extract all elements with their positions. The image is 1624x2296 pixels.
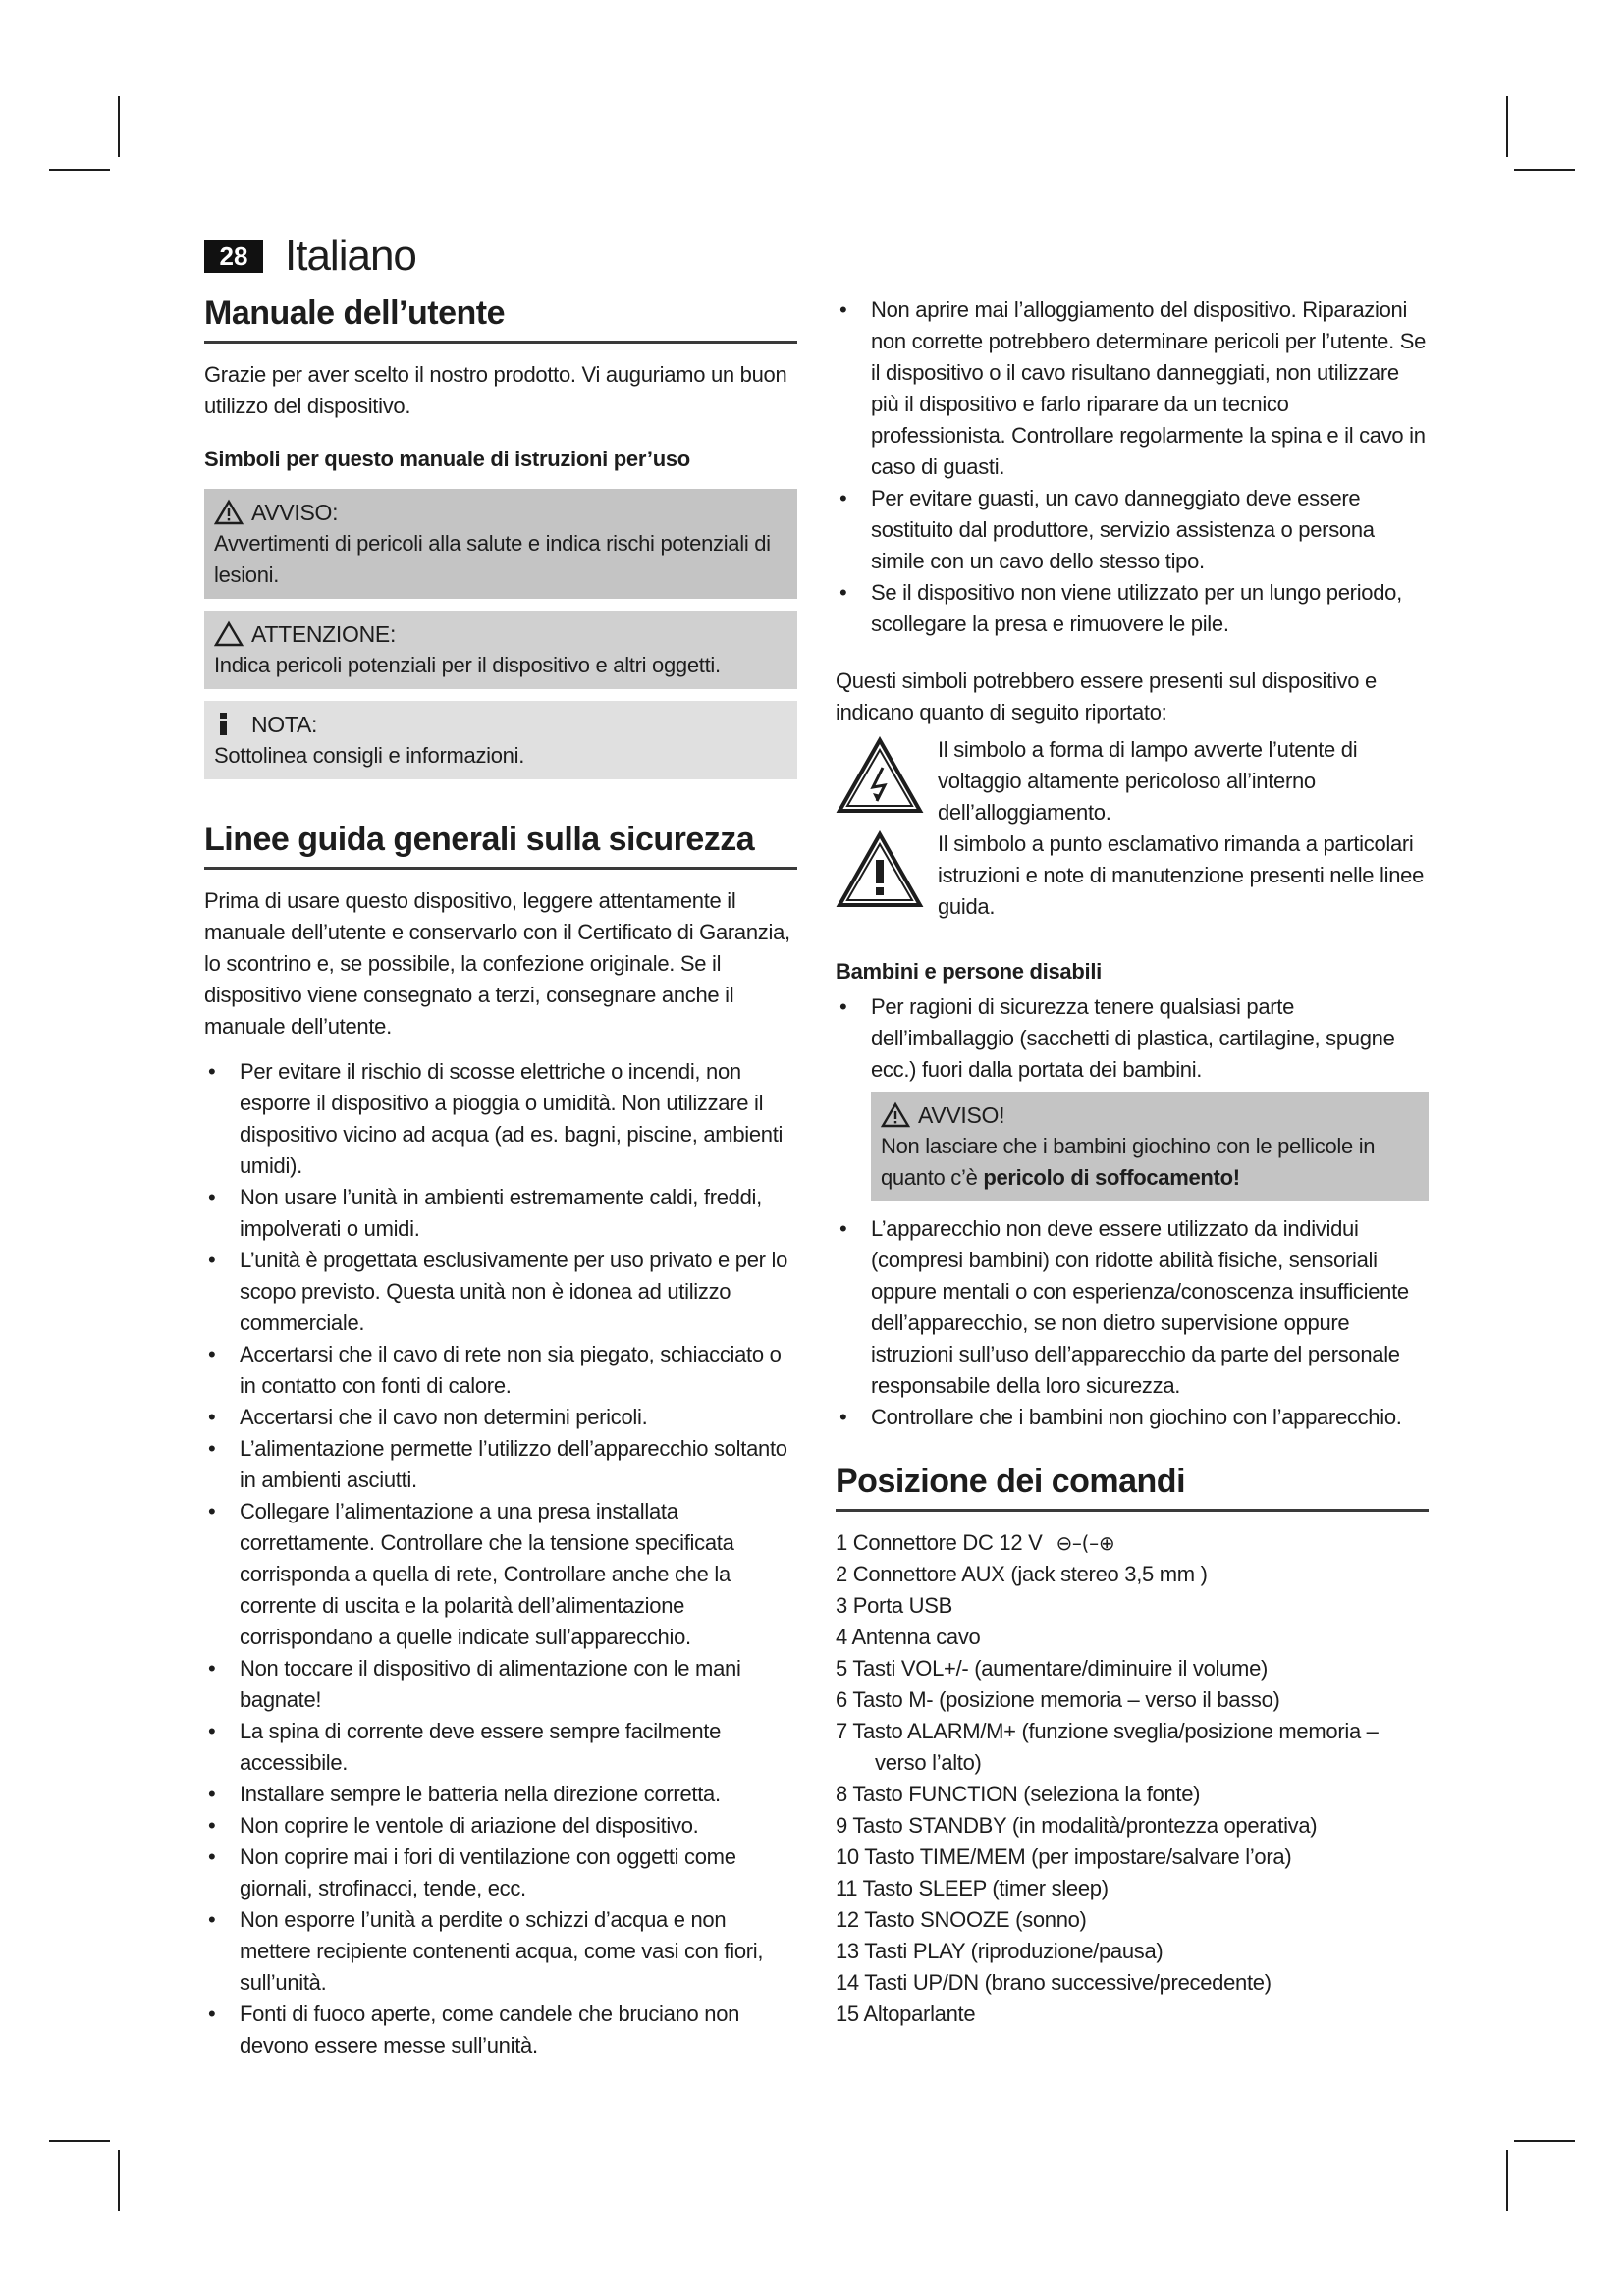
attention-body: Indica pericoli potenziali per il dispositivo e altri oggetti. xyxy=(214,653,721,677)
list-item: • Per ragioni di sicurezza tenere qualsiasi parte dell’imballaggio (sacchetti di plastica, cartilagine, spugne ecc.) fuori dalla portata dei bambini. xyxy=(836,991,1429,1086)
children-warning-body: Non lasciare che i bambini giochino con le pellicole in quanto c’è xyxy=(881,1134,1376,1190)
list-item: • Accertarsi che il cavo non determini pericoli. xyxy=(204,1402,797,1433)
lightning-warning-icon xyxy=(836,736,924,815)
list-item: 9 Tasto STANDBY (in modalità/prontezza operativa) xyxy=(836,1813,1318,1838)
warning-body: Avvertimenti di pericoli alla salute e indica rischi potenziali di lesioni. xyxy=(214,531,771,587)
list-item: 14 Tasti UP/DN (brano successive/precedente) xyxy=(836,1970,1272,1995)
lightning-symbol-text: Il simbolo a forma di lampo avverte l’utente di voltaggio altamente pericoloso all’interno dell’alloggiamento. xyxy=(938,737,1358,825)
note-title: NOTA: xyxy=(251,712,318,737)
crop-mark xyxy=(1514,2140,1575,2142)
page-header xyxy=(204,232,416,281)
list-item: 7 Tasto ALARM/M+ (funzione sveglia/posizione memoria – verso l’alto) xyxy=(836,1719,1379,1775)
note-box xyxy=(204,701,797,779)
page-number: 28 xyxy=(204,240,263,273)
list-item: • Non aprire mai l’alloggiamento del dispositivo. Riparazioni non corrette potrebbero determinare pericoli per l’utente. Se il dispositivo o il cavo risultano danneggiati, non utilizzare più il dispositivo e farlo riparare da un tecnico professionista. Controllare regolarmente la spina e il cavo in caso di guasti. xyxy=(836,294,1429,483)
children-heading: Bambini e persone disabili xyxy=(836,959,1102,984)
list-item: • Non toccare il dispositivo di alimentazione con le mani bagnate! xyxy=(204,1653,797,1716)
crop-mark xyxy=(118,2150,120,2211)
left-column xyxy=(204,294,797,2061)
exclamation-warning-icon xyxy=(836,830,924,909)
list-item: • Non coprire mai i fori di ventilazione con oggetti come giornali, strofinacci, tende, ecc. xyxy=(204,1842,797,1904)
manual-title: Manuale dell’utente xyxy=(204,294,797,344)
list-item: • Se il dispositivo non viene utilizzato per un lungo periodo, scollegare la presa e rimuovere le pile. xyxy=(836,577,1429,640)
list-item: • Per evitare il rischio di scosse elettriche o incendi, non esporre il dispositivo a pioggia o umidità. Non utilizzare il dispositivo vicino ad acqua (ad es. bagni, piscine, ambienti umidi). xyxy=(204,1056,797,1182)
attention-triangle-icon xyxy=(214,620,244,648)
list-item: • Collegare l’alimentazione a una presa installata correttamente. Controllare che la tensione specificata corrisponda a quella di rete, Controllare anche che la corrente di uscita e la polarità dell’alimentazione corrispondano a quelle indicate sull’apparecchio. xyxy=(204,1496,797,1653)
children-warning-box xyxy=(871,1092,1429,1201)
safety-intro: Prima di usare questo dispositivo, leggere attentamente il manuale dell’utente e conservarlo con il Certificato di Garanzia, lo scontrino e, se possibile, la confezione originale. Se il dispositivo viene consegnato a terzi, consegnare anche il manuale dell’utente. xyxy=(204,888,790,1039)
list-item: • Non coprire le ventole di ariazione del dispositivo. xyxy=(204,1810,797,1842)
list-item: • L’apparecchio non deve essere utilizzato da individui (compresi bambini) con ridotte abilità fisiche, sensoriali oppure mentali o con esperienza/conoscenza insufficiente dell’apparecchio, se non dietro supervisione oppure istruzioni sull’uso dell’apparecchio da parte del personale responsabile della loro sicurezza. xyxy=(836,1213,1429,1402)
crop-mark xyxy=(49,169,110,171)
list-item: • Non usare l’unità in ambienti estremamente caldi, freddi, impolverati o umidi. xyxy=(204,1182,797,1245)
crop-mark xyxy=(1514,169,1575,171)
crop-mark xyxy=(118,96,120,157)
list-item: • Non esporre l’unità a perdite o schizzi d’acqua e non mettere recipiente contenenti acqua, come vasi con fiori, sull’unità. xyxy=(204,1904,797,1999)
list-item: 12 Tasto SNOOZE (sonno) xyxy=(836,1907,1087,1932)
info-icon xyxy=(214,711,244,738)
attention-title: ATTENZIONE: xyxy=(251,621,397,647)
dc-polarity-icon: ⊖–(–⊕ xyxy=(1056,1531,1115,1555)
right-column xyxy=(836,294,1429,2030)
warning-triangle-icon xyxy=(881,1101,910,1129)
safety-title: Linee guida generali sulla sicurezza xyxy=(204,821,797,870)
exclamation-symbol-row xyxy=(836,828,1429,923)
list-item: • La spina di corrente deve essere sempre facilmente accessibile. xyxy=(204,1716,797,1779)
list-item: 8 Tasto FUNCTION (seleziona la fonte) xyxy=(836,1782,1201,1806)
controls-title: Posizione dei comandi xyxy=(836,1463,1429,1512)
list-item: 1 Connettore DC 12 V ⊖–(–⊕ xyxy=(836,1530,1115,1555)
list-item: • L’unità è progettata esclusivamente per uso privato e per lo scopo previsto. Questa unità non è idonea ad utilizzo commerciale. xyxy=(204,1245,797,1339)
safety-list-continued xyxy=(836,294,1429,640)
language-title: Italiano xyxy=(285,232,416,280)
crop-mark xyxy=(49,2140,110,2142)
list-item: 15 Altoparlante xyxy=(836,2002,976,2026)
children-warning-emphasis: pericolo di soffocamento! xyxy=(983,1165,1240,1190)
list-item: • Installare sempre le batteria nella direzione corretta. xyxy=(204,1779,797,1810)
list-item: • Controllare che i bambini non giochino con l’apparecchio. xyxy=(836,1402,1429,1433)
list-item: 10 Tasto TIME/MEM (per impostare/salvare l’ora) xyxy=(836,1844,1292,1869)
list-item: 4 Antenna cavo xyxy=(836,1625,981,1649)
crop-mark xyxy=(1506,96,1508,157)
warning-box xyxy=(204,489,797,599)
list-item: 2 Connettore AUX (jack stereo 3,5 mm ) xyxy=(836,1562,1208,1586)
note-body: Sottolinea consigli e informazioni. xyxy=(214,743,525,768)
list-item: 11 Tasto SLEEP (timer sleep) xyxy=(836,1876,1109,1900)
list-item: 3 Porta USB xyxy=(836,1593,952,1618)
warning-title: AVVISO: xyxy=(251,500,339,525)
list-item: 6 Tasto M- (posizione memoria – verso il basso) xyxy=(836,1687,1280,1712)
exclamation-symbol-text: Il simbolo a punto esclamativo rimanda a particolari istruzioni e note di manutenzione presenti nelle linee guida. xyxy=(938,831,1425,919)
crop-mark xyxy=(1506,2150,1508,2211)
children-list-continued xyxy=(836,1213,1429,1433)
attention-box xyxy=(204,611,797,689)
safety-list xyxy=(204,1056,797,2061)
warning-triangle-icon xyxy=(214,499,244,526)
list-item: • L’alimentazione permette l’utilizzo dell’apparecchio soltanto in ambienti asciutti. xyxy=(204,1433,797,1496)
list-item: • Per evitare guasti, un cavo danneggiato deve essere sostituito dal produttore, servizio assistenza o persona simile con un cavo dello stesso tipo. xyxy=(836,483,1429,577)
list-item: • Accertarsi che il cavo di rete non sia piegato, schiacciato o in contatto con fonti di calore. xyxy=(204,1339,797,1402)
lightning-symbol-row xyxy=(836,734,1429,828)
symbols-heading: Simboli per questo manuale di istruzioni per’uso xyxy=(204,447,690,471)
children-warning-title: AVVISO! xyxy=(918,1102,1005,1128)
list-item: 13 Tasti PLAY (riproduzione/pausa) xyxy=(836,1939,1164,1963)
children-list xyxy=(836,991,1429,1086)
list-item: • Fonti di fuoco aperte, come candele che bruciano non devono essere messe sull’unità. xyxy=(204,1999,797,2061)
list-item: 5 Tasti VOL+/- (aumentare/diminuire il volume) xyxy=(836,1656,1269,1681)
symbols-intro: Questi simboli potrebbero essere presenti sul dispositivo e indicano quanto di seguito riportato: xyxy=(836,668,1377,724)
intro-text: Grazie per aver scelto il nostro prodotto. Vi auguriamo un buon utilizzo del dispositivo. xyxy=(204,362,787,418)
controls-list xyxy=(836,1527,1429,2030)
